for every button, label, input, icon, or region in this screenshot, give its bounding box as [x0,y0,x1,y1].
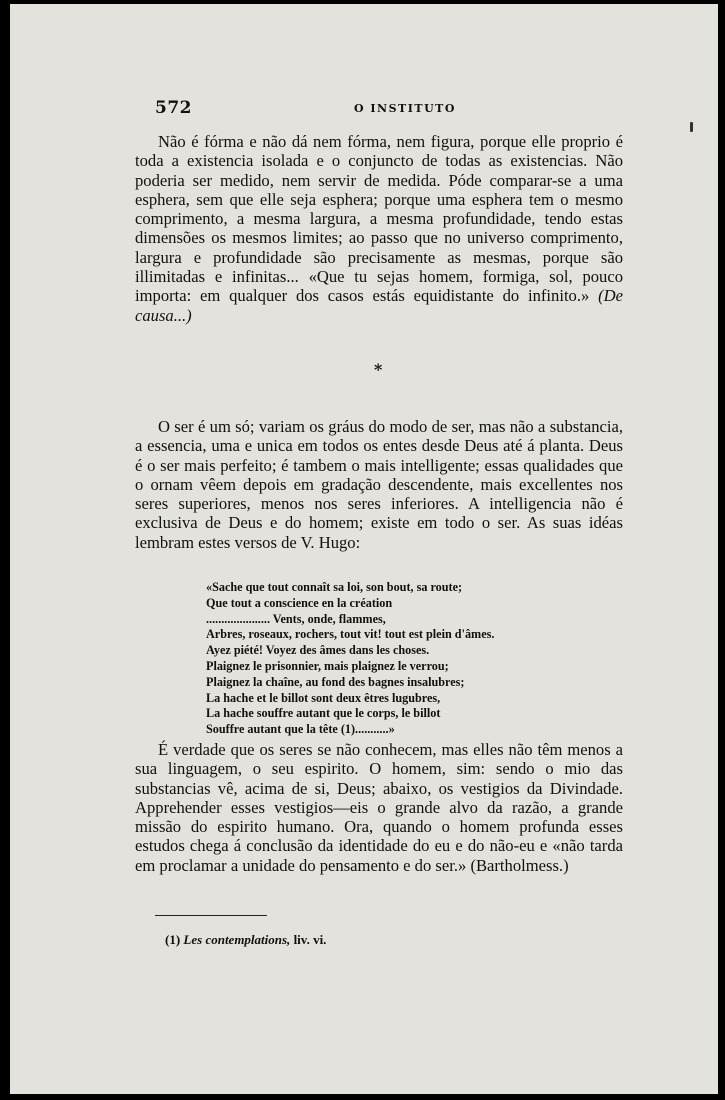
footnote-title: Les contemplations, [183,932,291,947]
speck-mark [690,122,693,132]
paragraph-2 [135,417,623,552]
page-header [155,98,655,120]
paragraph-1-citation: (De causa...) [135,286,623,325]
poem-line: Plaignez le prisonnier, mais plaignez le verrou; [206,658,449,673]
footnote-rule [155,915,267,916]
poem-line: La hache souffre autant que le corps, le billot [206,706,441,721]
footnote-ref: liv. vi. [293,932,327,947]
paragraph-3 [135,740,623,875]
poem-quote [206,580,586,738]
poem-line: ..................... Vents, onde, flammes, [206,611,386,626]
page-number: 572 [155,98,192,118]
paragraph-3-text: É verdade que os seres se não conhecem, mas elles não têm menos a sua linguagem, o seu espirito. O homem, sim: sendo o mio das substancias vê, acima de si, Deus; abaixo, os vestigios da Divindade. Apprehender esses vestigios—eis o grande alvo da razão, a grande missão do espirito humano. Ora, quando o homem profunda esses estudos chega á conclusão da identidade do eu e do não-eu e «não tarda em proclamar a unidade do pensamento e do ser.» (Bartholmess.) [135,740,623,875]
running-title: O INSTITUTO [354,102,456,115]
section-separator: * [374,360,383,379]
paragraph-2-text: O ser é um só; variam os gráus do modo de ser, mas não a substancia, a essencia, uma e unica em todos os entes desde Deus até á planta. Deus é o ser mais perfeito; é tambem o mais intelligente; essas qualidades que o ornam vêem depois em gradação descendente, mais excellentes nos seres superiores, menos nos seres inferiores. A intelligencia não é exclusiva de Deus e do homem; existe em todo o ser. As suas idéas lembram estes versos de V. Hugo: [135,417,623,552]
poem-line: Que tout a conscience en la création [206,595,393,610]
paragraph-1 [135,132,623,325]
paragraph-1-text: Não é fórma e não dá nem fórma, nem figura, porque elle proprio é toda a existencia isolada e o conjuncto de todas as existencias. Não poderia ser medido, nem servir de medida. Póde comparar-se a uma esphera, sem que elle seja esphera; porque uma esphera tem o mesmo comprimento, a mesma largura, a mesma profundidade, tendo estas dimensões os mesmos limites; ao passo que no universo comprimento, largura e profundidade são precisamente as mesmas, porque são illimitadas e infinitas... «Que tu sejas homem, formiga, sol, pouco importa: em qualquer dos casos estás equidistante do infinito.» [135,132,623,306]
footnote-marker: (1) [165,932,181,947]
poem-line: La hache et le billot sont deux êtres lugubres, [206,690,441,705]
poem-line: Plaignez la chaîne, au fond des bagnes insalubres; [206,674,465,689]
footnote [165,932,326,948]
poem-line: Souffre autant que la tête (1)...........» [206,722,395,737]
poem-line: Ayez piété! Voyez des âmes dans les choses. [206,643,430,658]
poem-line: «Sache que tout connaît sa loi, son bout, sa route; [206,580,463,594]
poem-line: Arbres, roseaux, rochers, tout vit! tout est plein d'âmes. [206,627,495,642]
